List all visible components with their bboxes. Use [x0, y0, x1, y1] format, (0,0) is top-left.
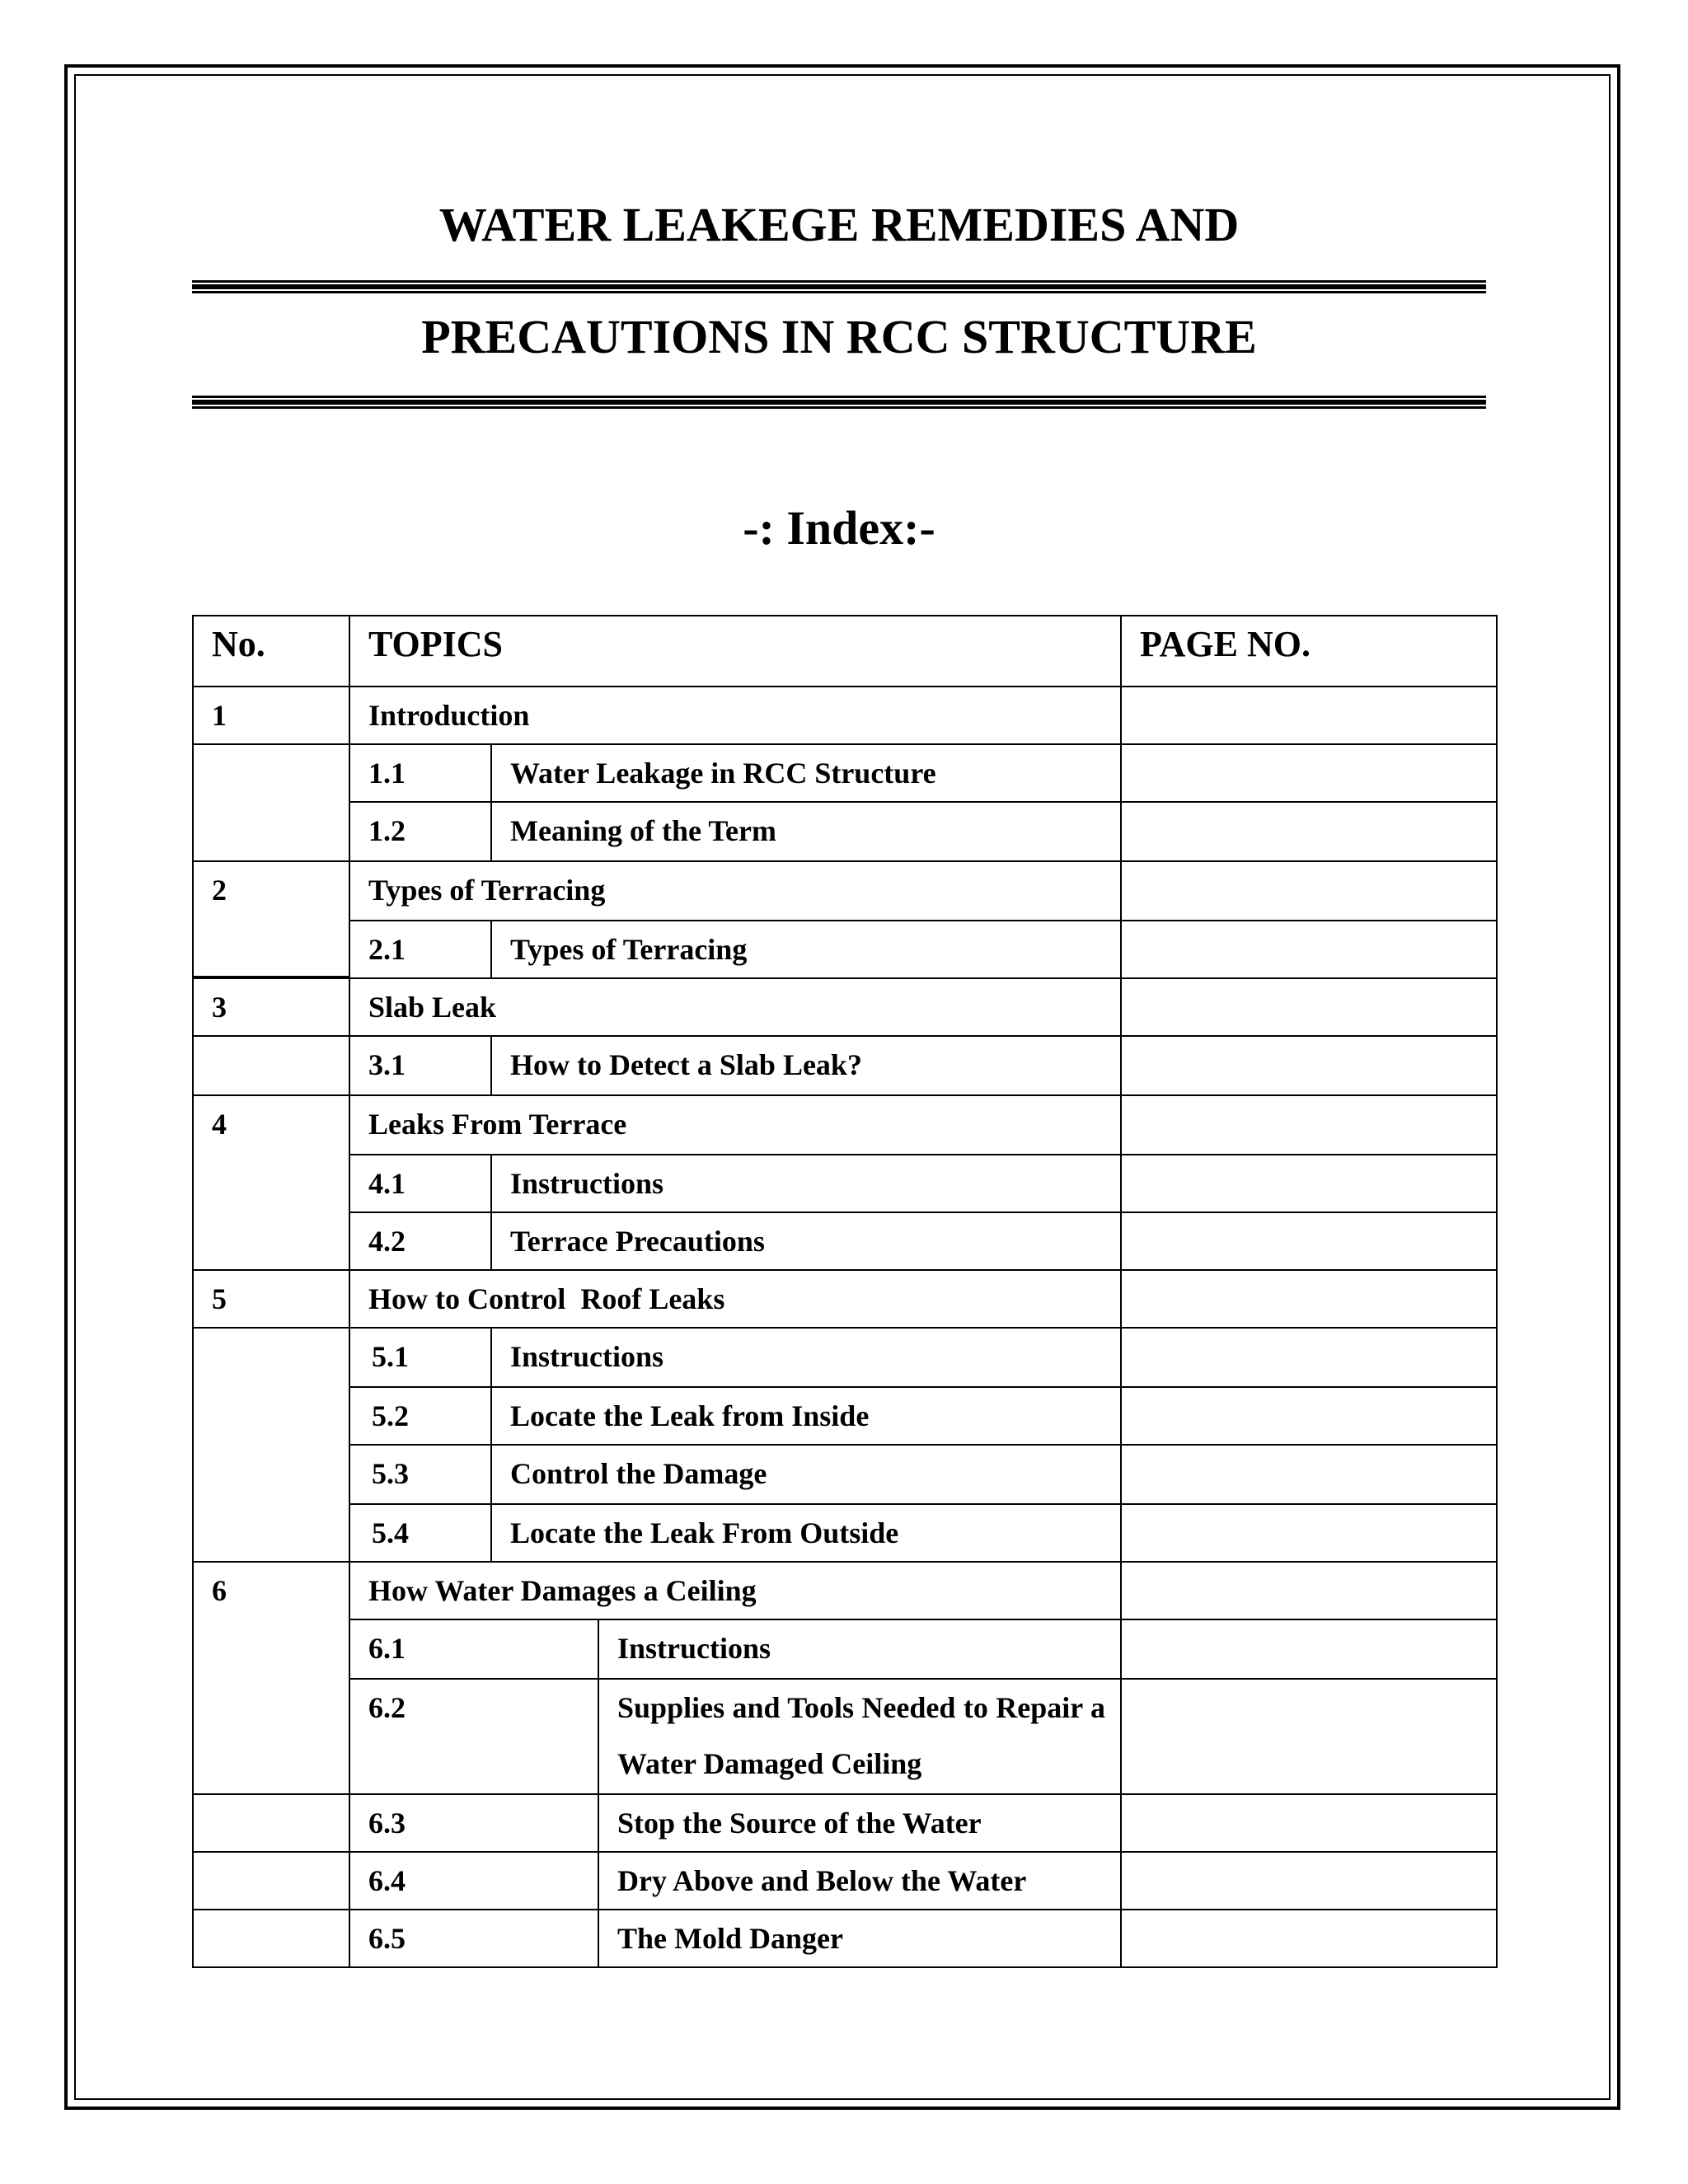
page-no-cell — [1120, 686, 1498, 745]
row-no-5: 5 — [192, 1269, 350, 1329]
row-topic-1-1: Water Leakage in RCC Structure — [490, 743, 1122, 803]
page-no-cell — [1120, 1386, 1498, 1446]
row-topic-5-3: Control the Damage — [490, 1444, 1122, 1505]
row-no-empty — [192, 1793, 350, 1853]
row-no-empty — [192, 1035, 350, 1096]
row-topic-5-1: Instructions — [490, 1327, 1122, 1388]
index-heading: -: Index:- — [743, 501, 935, 555]
page-no-cell — [1120, 1444, 1498, 1505]
row-topic-6-5: The Mold Danger — [598, 1909, 1122, 1968]
page-no-cell — [1120, 1793, 1498, 1853]
row-subno-1-2: 1.2 — [349, 801, 492, 862]
row-topic-2-1: Types of Terracing — [490, 920, 1122, 979]
row-subno-2-1: 2.1 — [349, 920, 492, 979]
title-divider-top — [192, 280, 1486, 293]
row-topic-3: Slab Leak — [349, 977, 1122, 1037]
row-topic-6-3: Stop the Source of the Water — [598, 1793, 1122, 1853]
row-no-1: 1 — [192, 686, 350, 745]
row-subno-1-1: 1.1 — [349, 743, 492, 803]
row-topic-2: Types of Terracing — [349, 860, 1122, 921]
page-no-cell — [1120, 920, 1498, 979]
page-no-cell — [1120, 860, 1498, 921]
row-subno-4-1: 4.1 — [349, 1154, 492, 1213]
row-subno-5-3: 5.3 — [349, 1444, 492, 1505]
document-title-line-2: PRECAUTIONS IN RCC STRUCTURE — [421, 310, 1257, 363]
row-subno-5-4: 5.4 — [349, 1503, 492, 1563]
row-subno-6-1: 6.1 — [349, 1619, 599, 1680]
index-table — [192, 615, 1498, 1966]
row-topic-1: Introduction — [349, 686, 1122, 745]
row-subno-5-2: 5.2 — [349, 1386, 492, 1446]
page-no-cell — [1120, 1212, 1498, 1271]
page-no-cell — [1120, 1909, 1498, 1968]
page-no-cell — [1120, 1678, 1498, 1795]
row-subno-6-2: 6.2 — [349, 1678, 599, 1795]
row-topic-3-1: How to Detect a Slab Leak? — [490, 1035, 1122, 1096]
page-no-cell — [1120, 1035, 1498, 1096]
title-divider-bottom — [192, 396, 1486, 409]
row-topic-6-2: Supplies and Tools Needed to Repair a Water Damaged Ceiling — [598, 1678, 1122, 1795]
page-no-cell — [1120, 1851, 1498, 1910]
row-no-4: 4 — [192, 1094, 350, 1271]
page-no-cell — [1120, 1503, 1498, 1563]
row-no-empty — [192, 743, 350, 862]
header-no: No. — [192, 615, 350, 687]
row-topic-6: How Water Damages a Ceiling — [349, 1561, 1122, 1620]
row-topic-6-4: Dry Above and Below the Water — [598, 1851, 1122, 1910]
header-page-no: PAGE NO. — [1120, 615, 1498, 687]
page-no-cell — [1120, 1269, 1498, 1329]
page-no-cell — [1120, 801, 1498, 862]
row-no-empty — [192, 1327, 350, 1563]
row-no-3: 3 — [192, 977, 350, 1037]
row-subno-6-3: 6.3 — [349, 1793, 599, 1853]
page-no-cell — [1120, 1154, 1498, 1213]
row-topic-4-2: Terrace Precautions — [490, 1212, 1122, 1271]
row-topic-5-4: Locate the Leak From Outside — [490, 1503, 1122, 1563]
page-no-cell — [1120, 1327, 1498, 1388]
row-subno-5-1: 5.1 — [349, 1327, 492, 1388]
document-title-line-1: WATER LEAKEGE REMEDIES AND — [438, 198, 1240, 251]
row-topic-5-2: Locate the Leak from Inside — [490, 1386, 1122, 1446]
row-subno-6-5: 6.5 — [349, 1909, 599, 1968]
row-topic-5: How to Control Roof Leaks — [349, 1269, 1122, 1329]
page-no-cell — [1120, 1094, 1498, 1155]
row-subno-6-4: 6.4 — [349, 1851, 599, 1910]
row-no-empty — [192, 1909, 350, 1968]
row-topic-4: Leaks From Terrace — [349, 1094, 1122, 1155]
page-no-cell — [1120, 1619, 1498, 1680]
row-subno-3-1: 3.1 — [349, 1035, 492, 1096]
row-topic-4-1: Instructions — [490, 1154, 1122, 1213]
row-no-6: 6 — [192, 1561, 350, 1795]
header-topics: TOPICS — [349, 615, 1122, 687]
row-topic-1-2: Meaning of the Term — [490, 801, 1122, 862]
row-topic-6-1: Instructions — [598, 1619, 1122, 1680]
page-no-cell — [1120, 743, 1498, 803]
page-no-cell — [1120, 977, 1498, 1037]
row-subno-4-2: 4.2 — [349, 1212, 492, 1271]
row-no-2: 2 — [192, 860, 350, 977]
page-no-cell — [1120, 1561, 1498, 1620]
row-no-empty — [192, 1851, 350, 1910]
